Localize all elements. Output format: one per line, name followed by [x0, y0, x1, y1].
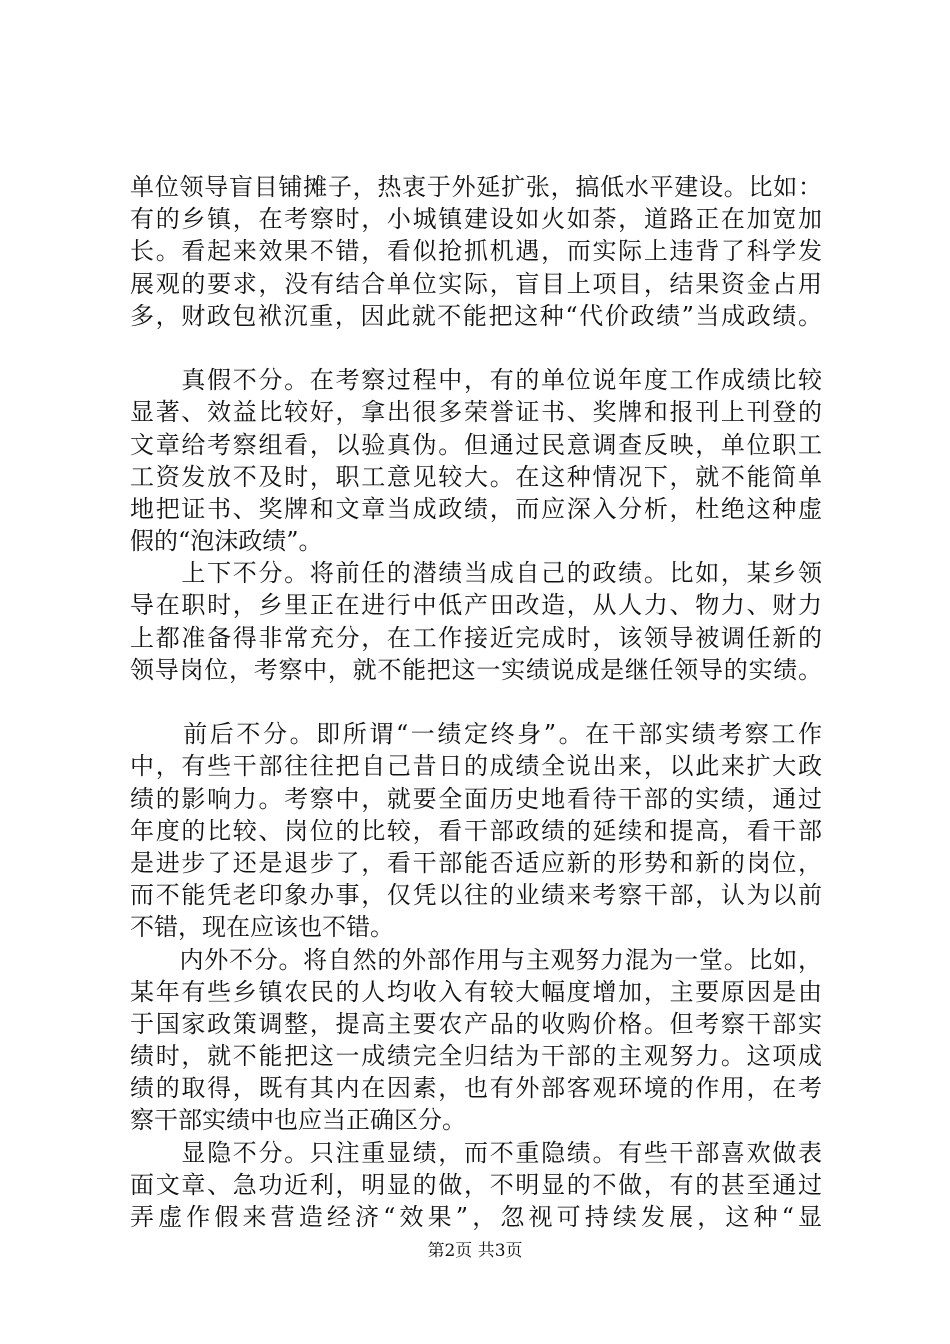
text-line: 展观的要求，没有结合单位实际，盲目上项目，结果资金占用	[130, 269, 822, 298]
paragraph	[130, 171, 822, 332]
text-line: 年度的比较、岗位的比较，看干部政绩的延续和提高，看干部	[130, 816, 822, 845]
text-line: 真假不分。在考察过程中，有的单位说年度工作成绩比较	[130, 366, 822, 395]
text-line: 工资发放不及时，职工意见较大。在这种情况下，就不能简单	[130, 462, 822, 491]
paragraph	[130, 1137, 822, 1234]
paragraph-gap	[130, 686, 822, 718]
text-line: 上下不分。将前任的潜绩当成自己的政绩。比如，某乡领	[130, 559, 822, 588]
paragraph	[130, 364, 822, 557]
text-line: 而不能凭老印象办事，仅凭以往的业绩来考察干部，认为以前	[130, 881, 822, 910]
text-line: 前后不分。即所谓“一绩定终身”。在干部实绩考察工作	[130, 720, 822, 749]
text-line: 显隐不分。只注重显绩，而不重隐绩。有些干部喜欢做表	[130, 1138, 822, 1167]
text-line: 某年有些乡镇农民的人均收入有较大幅度增加，主要原因是由	[130, 977, 822, 1006]
document-body	[130, 171, 822, 1233]
page-number-footer: 第2页 共3页	[427, 1241, 523, 1261]
text-line: 显著、效益比较好，拿出很多荣誉证书、奖牌和报刊上刊登的	[130, 398, 822, 427]
paragraph	[130, 557, 822, 686]
text-line: 是进步了还是退步了，看干部能否适应新的形势和新的岗位，	[130, 848, 822, 877]
text-line: 领导岗位，考察中，就不能把这一实绩说成是继任领导的实绩。	[130, 655, 822, 684]
paragraph-gap	[130, 332, 822, 364]
text-line: 长。看起来效果不错，看似抢抓机遇，而实际上违背了科学发	[130, 237, 822, 266]
text-line: 察干部实绩中也应当正确区分。	[130, 1106, 466, 1135]
text-line: 单位领导盲目铺摊子，热衷于外延扩张，搞低水平建设。比如：	[130, 173, 822, 201]
text-line: 绩的取得，既有其内在因素，也有外部客观环境的作用，在考	[130, 1074, 822, 1103]
text-line: 导在职时，乡里正在进行中低产田改造，从人力、物力、财力	[130, 591, 822, 620]
text-line: 内外不分。将自然的外部作用与主观努力混为一堂。比如，	[130, 945, 822, 974]
text-line: 有的乡镇，在考察时，小城镇建设如火如荼，道路正在加宽加	[130, 205, 822, 234]
text-line: 多，财政包袱沉重，因此就不能把这种“代价政绩”当成政绩。	[130, 301, 822, 330]
paragraph	[130, 718, 822, 943]
text-line: 绩时，就不能把这一成绩完全归结为干部的主观努力。这项成	[130, 1042, 822, 1071]
text-line: 弄虚作假来营造经济“效果”，忽视可持续发展，这种“显	[130, 1203, 822, 1231]
text-line: 于国家政策调整，提高主要农产品的收购价格。但考察干部实	[130, 1009, 822, 1038]
text-line: 面文章、急功近利，明显的做，不明显的不做，有的甚至通过	[130, 1170, 822, 1199]
text-line: 不错，现在应该也不错。	[130, 913, 394, 942]
paragraph	[130, 944, 822, 1137]
text-line: 上都准备得非常充分，在工作接近完成时，该领导被调任新的	[130, 623, 822, 652]
text-line: 地把证书、奖牌和文章当成政绩，而应深入分析，杜绝这种虚	[130, 494, 822, 523]
text-line: 绩的影响力。考察中，就要全面历史地看待干部的实绩，通过	[130, 784, 822, 813]
text-line: 假的“泡沫政绩”。	[130, 527, 323, 556]
text-line: 文章给考察组看，以验真伪。但通过民意调查反映，单位职工	[130, 430, 822, 459]
text-line: 中，有些干部往往把自己昔日的成绩全说出来，以此来扩大政	[130, 752, 822, 781]
